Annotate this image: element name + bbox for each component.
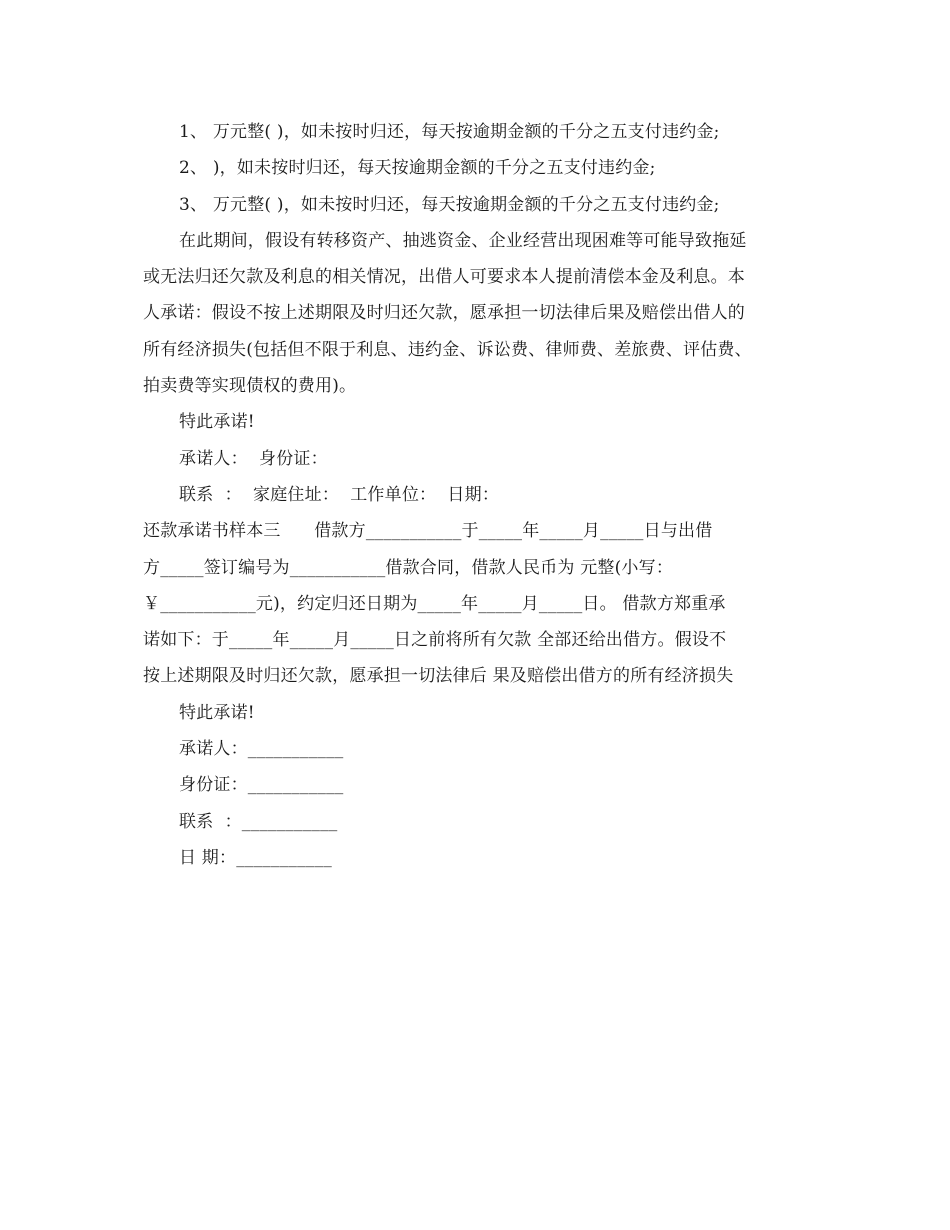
id-card-field: 身份证：___________ [179, 775, 344, 796]
clause-3: 3、 万元整( )，如未按时归还，每天按逾期金额的千分之五支付违约金; [179, 194, 720, 215]
closing-statement: 特此承诺! [179, 412, 255, 433]
paragraph-line: 或无法归还欠款及利息的相关情况，出借人可要求本人提前清偿本金及利息。本 [143, 267, 745, 288]
template-three-line: 按上述期限及时归还欠款，愿承担一切法律后 果及赔偿出借方的所有经济损失 [143, 666, 734, 687]
signatory-field: 承诺人：___________ [179, 739, 344, 760]
signatory-id-line: 承诺人： 身份证： [179, 448, 328, 469]
closing-statement: 特此承诺! [179, 702, 255, 723]
clause-1: 1、 万元整( )，如未按时归还，每天按逾期金额的千分之五支付违约金; [179, 122, 720, 142]
template-three-line: ￥___________元)，约定归还日期为_____年_____月_____日。 借款方郑重承 [143, 593, 726, 614]
paragraph-line: 所有经济损失(包括但不限于利息、违约金、诉讼费、律师费、差旅费、评估费、 [143, 339, 752, 360]
paragraph-line: 人承诺：假设不按上述期限及时归还欠款，愿承担一切法律后果及赔偿出借人的 [143, 303, 745, 324]
contact-info-line: 联系 ： 家庭住址： 工作单位： 日期： [179, 484, 500, 505]
paragraph-line: 在此期间，假设有转移资产、抽逃资金、企业经营出现困难等可能导致拖延 [179, 230, 747, 251]
template-three-line: 方_____签订编号为___________借款合同，借款人民币为 元整(小写： [143, 557, 674, 578]
document-body [143, 114, 808, 876]
clause-2: 2、 )，如未按时归还，每天按逾期金额的千分之五支付违约金; [179, 158, 656, 179]
contact-field: 联系 ：___________ [179, 811, 338, 832]
date-field: 日 期：___________ [179, 847, 332, 868]
template-three-line: 诺如下：于_____年_____月_____日之前将所有欠款 全部还给出借方。假设不 [143, 630, 727, 651]
paragraph-line: 拍卖费等实现债权的费用)。 [143, 376, 357, 397]
template-three-line: 还款承诺书样本三 借款方___________于_____年_____月_____日与出借 [143, 521, 713, 542]
